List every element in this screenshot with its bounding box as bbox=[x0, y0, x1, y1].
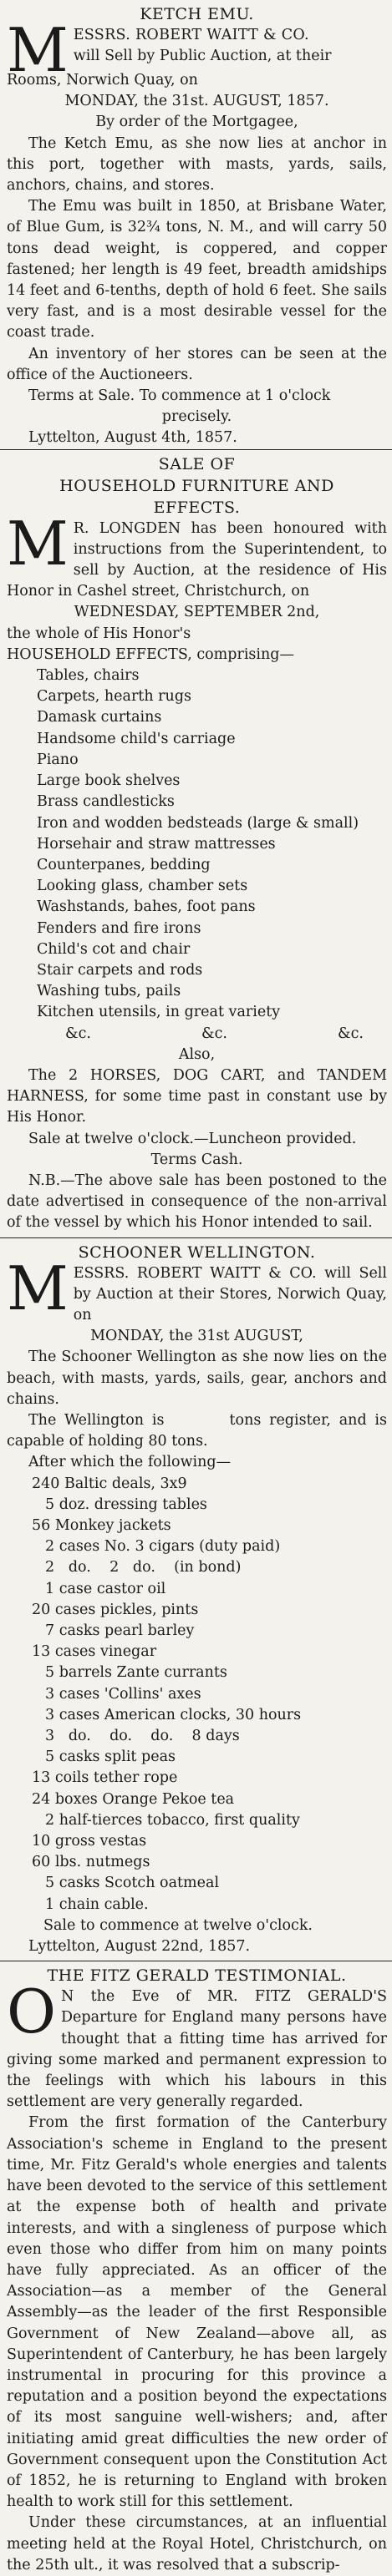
household-effects: HOUSEHOLD EFFECTS, comprising— bbox=[7, 645, 294, 663]
divider bbox=[0, 449, 392, 450]
household-items bbox=[7, 666, 387, 1023]
household-title-1: SALE OF bbox=[158, 454, 236, 473]
household-sale-advert bbox=[7, 453, 387, 1234]
list-item: 3 cases 'Collins' axes bbox=[45, 1685, 201, 1703]
ketch-paragraph-3: An inventory of her stores can be seen at the office of the Auctioneers. bbox=[7, 345, 387, 383]
list-item: Piano bbox=[37, 751, 79, 768]
list-item: 2 half-tierces tobacco, first quality bbox=[45, 1811, 300, 1829]
household-paragraph-2: The 2 HORSES, DOG CART, and TANDEM HARNESS, for some time past in constant use by His Honor. bbox=[7, 1066, 387, 1126]
schooner-paragraph-1: ESSRS. ROBERT WAITT & CO. will Sell by Auction at their Stores, Norwich Quay, on bbox=[73, 1264, 387, 1323]
household-terms: Terms Cash. bbox=[150, 1151, 243, 1168]
list-item: 2 cases No. 3 cigars (duty paid) bbox=[45, 1538, 281, 1556]
ketch-line-2: will Sell by Public Auction, at their bbox=[73, 48, 332, 65]
fitzgerald-paragraph-1: N the Eve of MR. FITZ GERALD'S Departure for England many persons have thought that a fitting time has arrived for giving some marked and permanent expression to the feelings with which his labours in this settlement are very generally regarded. bbox=[7, 1988, 387, 2111]
list-item: 5 casks split peas bbox=[45, 1749, 176, 1766]
list-item: 5 casks Scotch oatmeal bbox=[45, 1875, 220, 1892]
fitzgerald-title: THE FITZ GERALD TESTIMONIAL. bbox=[47, 1966, 347, 1986]
schooner-paragraph-2: The Schooner Wellington as she now lies on the beach, with masts, yards, sails, gear, anchors and chains. bbox=[7, 1349, 387, 1408]
list-item: Brass candlesticks bbox=[37, 793, 175, 811]
list-item: Damask curtains bbox=[37, 709, 162, 726]
list-item: 3 do. do. do. 8 days bbox=[45, 1728, 240, 1745]
list-item: Counterpanes, bedding bbox=[37, 856, 211, 873]
ketch-emu-advert bbox=[7, 3, 387, 449]
ketch-date: MONDAY, the 31st. AUGUST, 1857. bbox=[64, 93, 329, 110]
list-item: 5 barrels Zante currants bbox=[45, 1664, 227, 1682]
list-item: Child's cot and chair bbox=[37, 940, 191, 958]
etc-mark: &c. bbox=[65, 1025, 91, 1042]
household-date: WEDNESDAY, SEPTEMBER 2nd, bbox=[74, 604, 320, 621]
schooner-items bbox=[7, 1474, 387, 1916]
list-item: 24 boxes Orange Pekoe tea bbox=[32, 1790, 235, 1808]
etc-mark: &c. bbox=[338, 1025, 364, 1042]
list-item: Kitchen utensils, in great variety bbox=[37, 1004, 281, 1021]
list-item: 1 chain cable. bbox=[45, 1895, 149, 1913]
list-item: Washstands, bahes, foot pans bbox=[37, 898, 256, 916]
ketch-terms: Terms at Sale. To commence at 1 o'clock bbox=[28, 387, 331, 405]
household-title-3: EFFECTS. bbox=[153, 498, 241, 517]
drop-cap: O bbox=[7, 1976, 57, 2047]
list-item: Tables, chairs bbox=[37, 667, 140, 685]
ketch-line-1: ESSRS. ROBERT WAITT & CO. bbox=[73, 27, 309, 43]
ketch-emu-title: KETCH EMU. bbox=[140, 5, 254, 23]
fitzgerald-paragraph-2: From the first formation of the Canterbury Association's scheme in England to the present time, Mr. Fitz Gerald's whole energies and talents have been devoted to the service of this settlement at the expense both of health and private interests, and with a singleness of purpose which even those who differ from him on many points have fully appreciated. As an officer of the Association—as a member of the General Assembly—as the leader of the first Responsible Government of New Zealand—above all, as Superintendent of Canterbury, he has been largely instrumental in procuring for this province a reputation and a position beyond the expectations of its most sanguine well-wishers; and, after initiating amid great difficulties the new order of Government consequent upon the Constitution Act of 1852, he is returning to England with broken health to work still for this settlement. bbox=[7, 2114, 387, 2511]
drop-cap: M bbox=[7, 508, 69, 579]
schooner-sale: Sale to commence at twelve o'clock. bbox=[43, 1916, 313, 1934]
list-item: Horsehair and straw mattresses bbox=[37, 835, 276, 853]
household-nb: N.B.—The above sale has been postoned to the date advertised in consequence of the non-arrival of the vessel by which his Honor intended to sail. bbox=[7, 1172, 387, 1232]
list-item: 3 cases American clocks, 30 hours bbox=[45, 1706, 302, 1723]
drop-cap: M bbox=[7, 15, 69, 85]
list-item: Carpets, hearth rugs bbox=[37, 688, 191, 706]
schooner-after: After which the following— bbox=[28, 1454, 232, 1471]
list-item: Washing tubs, pails bbox=[37, 983, 181, 1000]
etc-row bbox=[7, 1024, 387, 1045]
list-item: Iron and wodden bedsteads (large & small) bbox=[37, 814, 359, 832]
list-item: 1 case castor oil bbox=[45, 1580, 166, 1597]
schooner-paragraph-3: The Wellington is tons register, and is capable of holding 80 tons. bbox=[7, 1411, 392, 1450]
list-item: 2 do. 2 do. (in bond) bbox=[45, 1559, 242, 1576]
ketch-precisely: precisely. bbox=[161, 408, 232, 426]
ketch-line-3: Rooms, Norwich Quay, on bbox=[7, 72, 198, 89]
household-paragraph-1: R. LONGDEN has been honoured with instructions from the Superintendent, to sell by Auction, at the residence of His Honor in Cashel street, Christchurch, on bbox=[7, 519, 387, 600]
list-item: Stair carpets and rods bbox=[37, 961, 203, 979]
newspaper-column bbox=[0, 3, 392, 2573]
schooner-dateline: Lyttelton, August 22nd, 1857. bbox=[28, 1938, 251, 1956]
list-item: 20 cases pickles, pints bbox=[32, 1601, 199, 1618]
household-sale: Sale at twelve o'clock.—Luncheon provided. bbox=[28, 1130, 357, 1147]
list-item: 60 lbs. nutmegs bbox=[32, 1854, 150, 1871]
list-item: Handsome child's carriage bbox=[37, 730, 236, 747]
schooner-title: SCHOONER WELLINGTON. bbox=[78, 1242, 316, 1262]
list-item: 240 Baltic deals, 3x9 bbox=[32, 1475, 187, 1492]
schooner-wellington-advert bbox=[7, 1242, 392, 1958]
drop-cap: M bbox=[7, 1253, 69, 1323]
ketch-paragraph-2: The Emu was built in 1850, at Brisbane Water, of Blue Gum, is 32¾ tons, N. M., and will carry 50 tons dead weight, is coppered, and copper fastened; her length is 49 feet, breadth amidships 14 feet and 6-tenths, depth of hold 6 feet. She sails very fast, and is a most desirable vessel for the coast trade. bbox=[7, 198, 387, 342]
list-item: Looking glass, chamber sets bbox=[37, 878, 248, 895]
list-item: 5 doz. dressing tables bbox=[45, 1495, 207, 1513]
list-item: Large book shelves bbox=[37, 772, 181, 790]
list-item: 10 gross vestas bbox=[32, 1833, 147, 1850]
divider bbox=[0, 1237, 392, 1238]
household-title-2: HOUSEHOLD FURNITURE AND bbox=[59, 476, 334, 495]
list-item: 56 Monkey jackets bbox=[32, 1517, 171, 1534]
ketch-dateline: Lyttelton, August 4th, 1857. bbox=[28, 429, 237, 447]
fitzgerald-paragraph-3: Under these circumstances, at an influential meeting held at the Royal Hotel, Christchurch, on the 25th ult., it was resolved that a subscrip- bbox=[7, 2514, 387, 2573]
schooner-date: MONDAY, the 31st AUGUST, bbox=[90, 1328, 303, 1345]
list-item: Fenders and fire irons bbox=[37, 919, 201, 937]
etc-mark: &c. bbox=[201, 1025, 227, 1042]
household-also: Also, bbox=[178, 1045, 216, 1063]
ketch-paragraph-1: The Ketch Emu, as she now lies at anchor in this port, together with masts, yards, sails, anchors, chains, and stores. bbox=[7, 134, 387, 195]
fitzgerald-testimonial bbox=[7, 1965, 387, 2576]
list-item: 7 casks pearl barley bbox=[45, 1622, 195, 1640]
list-item: 13 coils tether rope bbox=[32, 1769, 178, 1787]
household-whole: the whole of His Honor's bbox=[7, 625, 191, 642]
list-item: 13 cases vinegar bbox=[32, 1643, 157, 1661]
ketch-mortgagee: By order of the Mortgagee, bbox=[95, 114, 298, 131]
